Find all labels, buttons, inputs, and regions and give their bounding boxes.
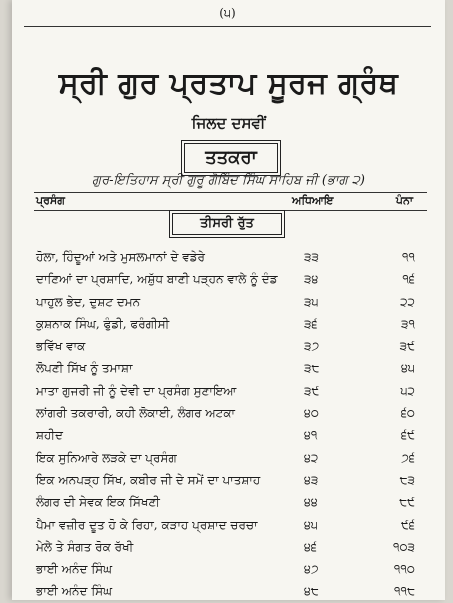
toc-row [36,491,427,513]
toc-chapter: ੩੮ [304,361,320,376]
toc-chapter: ੪੪ [304,495,318,510]
toc-row [36,357,427,379]
toc-page: ੯੬ [401,517,415,532]
page-header [24,0,431,27]
toc-page: ੮੯ [399,495,415,510]
toc-page: ੫੨ [400,383,415,398]
toc-topic: ਇਕ ਅਨਪੜ੍ਹ ਸਿੱਖ, ਕਬੀਰ ਜੀ ਦੇ ਸਮੇਂ ਦਾ ਪਾਤਸ਼ਾਹ [36,472,261,487]
toc-page: ੧੧ [401,250,415,264]
toc-chapter: ੩੩ [304,250,319,264]
column-headers [34,192,427,211]
toc-row [36,580,427,602]
toc-chapter: ੩੭ [304,339,320,354]
toc-chapter: ੩੬ [304,316,318,331]
toc-chapter: ੪੭ [304,562,319,577]
toc-topic: ਕੁਸ਼ਨਾਕ ਸਿੰਘ, ਫੁੰਡੀ, ਫਰੰਗੀਸੀ [36,316,170,331]
toc-topic: ਇਕ ਸੁਨਿਆਰੇ ਲੜਕੇ ਦਾ ਪ੍ਰਸੰਗ [36,450,177,465]
toc-topic: ਹੋਲਾ, ਹਿੰਦੂਆਂ ਅਤੇ ਮੁਸਲਮਾਨਾਂ ਦੇ ਵਡੇਰੇ [36,250,205,264]
toc-topic: ਮੇਲੇ ਤੇ ਸੰਗਤ ਰੋਕ ਰੱਖੀ [36,539,134,554]
toc-topic: ਲਾਂਗਰੀ ਤਕਰਾਰੀ, ਕਹੀ ਲੋਕਾਈ, ਲੰਗਰ ਅਟਕਾ [36,406,235,421]
toc-page: ੩੯ [399,339,415,354]
toc-topic: ਭਾਈ ਅਨੰਦ ਸਿੰਘ [36,562,113,577]
toc-row [36,469,427,491]
toc-page: ੮੩ [399,472,415,487]
toc-page: ੭੬ [401,450,415,465]
book-title: ਸ੍ਰੀ ਗੁਰ ਪ੍ਰਤਾਪ ਸੂਰਜ ਗ੍ਰੰਥ [58,66,399,101]
toc-row [36,447,427,469]
toc-page: ੧੧੦ [393,562,415,577]
volume-subtitle: ਜਿਲਦ ਦਸਵੀਂ [191,114,266,132]
toc-page: ੩੧ [401,316,415,331]
toc-row [36,402,427,424]
header-page: ਪੰਨਾ [395,194,413,207]
toc-topic: ਸ਼ਹੀਦ [36,428,63,443]
toc-row [36,246,427,268]
toc-chapter: ੪੦ [304,406,319,421]
toc-chapter: ੩੪ [304,272,319,287]
toc-row [36,268,427,290]
toc-chapter: ੪੨ [304,450,319,465]
toc-row [36,514,427,536]
toc-page: ੧੧੮ [394,584,415,599]
toc-topic: ਦਾਣਿਆਂ ਦਾ ਪ੍ਰਸ਼ਾਦਿ, ਅਸ਼ੁੱਧ ਬਾਣੀ ਪੜ੍ਹਨ ਵਾਲੇ ਨੂੰ ਦੰਡ [36,272,278,287]
toc-row [36,536,427,558]
toc-chapter: ੩੯ [304,383,320,398]
toc-topic: ਪਾਹੁਲ ਭੇਦ, ਦੁਸ਼ਟ ਦਮਨ [36,294,141,309]
toc-page: ੬੯ [401,428,415,443]
toc-row [36,558,427,580]
toc-topic: ਭਾਈ ਅਨੰਦ ਸਿੰਘ [36,584,113,599]
toc-page: ੬੦ [400,406,415,421]
toc-topic: ਪੈਮਾ ਵਜ਼ੀਰ ਦੂਤ ਹੋ ਕੇ ਰਿਹਾ, ਕੜਾਹ ਪ੍ਰਸ਼ਾਦ ਚਰਚਾ [36,517,258,532]
toc-page: ੧੬ [402,272,415,287]
toc-topic: ਮਾਤਾ ਗੁਜਰੀ ਜੀ ਨੂੰ ਦੇਵੀ ਦਾ ਪ੍ਰਸੰਗ ਸੁਣਾਇਆ [36,383,237,398]
section-heading: ਤੀਸਰੀ ਰੁੱਤ [172,213,282,235]
page-number: (੫) [219,6,236,20]
toc-list [36,246,427,603]
toc-row [36,424,427,446]
toc-topic: ਲੋਪਣੀ ਸਿੱਖ ਨੂੰ ਤਮਾਸ਼ਾ [36,361,133,376]
toc-topic: ਭਵਿੱਖ ਵਾਕ [36,339,86,354]
header-topic: ਪ੍ਰਸੰਗ [36,194,65,207]
toc-heading: ਤਤਕਰਾ [184,143,278,173]
book-page [12,0,445,600]
toc-chapter: ੪੬ [304,539,318,554]
toc-row [36,380,427,402]
toc-page: ੨੨ [400,294,415,309]
toc-row [36,335,427,357]
toc-page: ੪੫ [401,361,415,376]
toc-chapter: ੪੮ [304,584,319,599]
volume-description: ਗੁਰ-ਇਤਿਹਾਸ ਸ੍ਰੀ ਗੁਰੂ ਗੋਬਿੰਦ ਸਿੰਘ ਸਾਹਿਬ ਜੀ (ਭਾਗ ੨) [92,173,365,188]
toc-chapter: ੪੩ [304,472,319,487]
toc-row [36,313,427,335]
header-chapter: ਅਧਿਆਇ [292,194,334,207]
toc-chapter: ੪੫ [304,517,318,532]
toc-chapter: ੪੧ [304,428,318,443]
toc-chapter: ੩੫ [304,294,319,309]
toc-topic: ਲੰਗਰ ਦੀ ਸੇਵਕ ਇਕ ਸਿੱਖਣੀ [36,495,160,510]
toc-row [36,291,427,313]
toc-page: ੧੦੩ [392,539,415,554]
